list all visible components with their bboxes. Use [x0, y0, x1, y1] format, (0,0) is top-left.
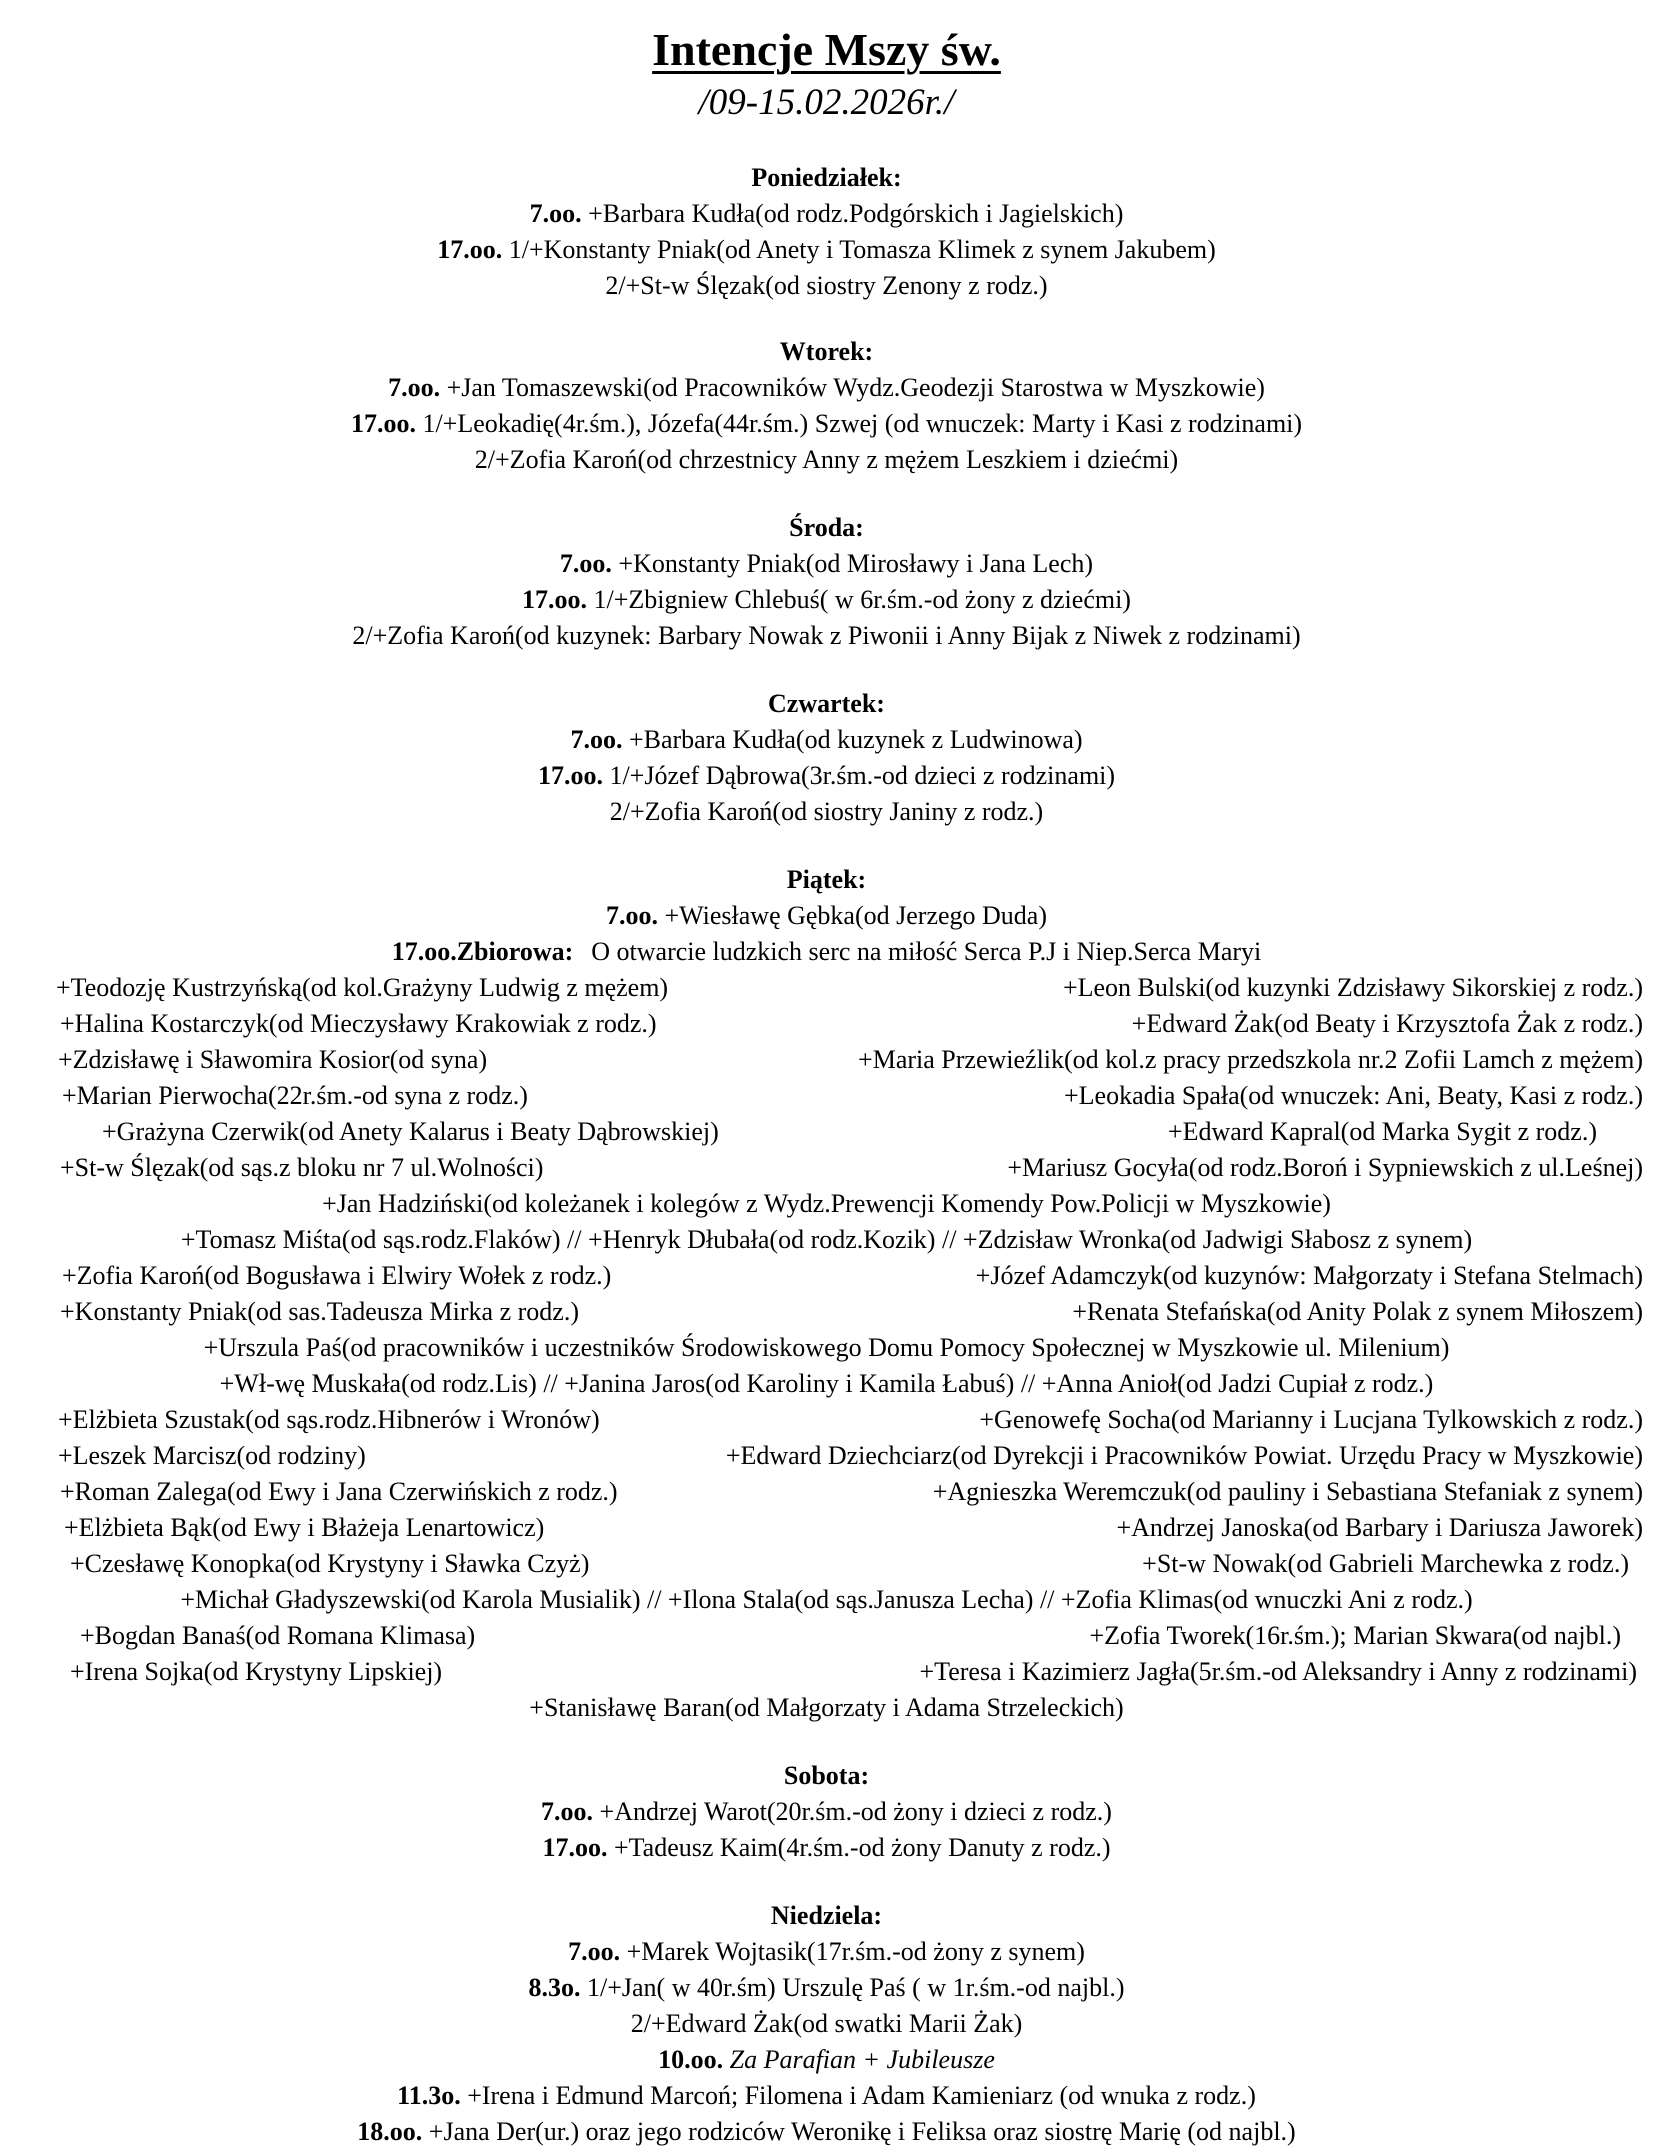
intention-text: +Tadeusz Kaim(4r.śm.-od żony Danuty z rodz.) [607, 1833, 1111, 1862]
intention-right: +Józef Adamczyk(od kuzynów: Małgorzaty i Stefana Stelmach) [975, 1261, 1643, 1290]
page-title [0, 22, 1653, 78]
intention-text: +Andrzej Warot(20r.śm.-od żony i dzieci z rodz.) [593, 1797, 1112, 1826]
intention-left: +Czesławę Konopka(od Krystyny i Sławka Czyż) [70, 1549, 590, 1578]
intention-left: +Elżbieta Bąk(od Ewy i Błażeja Lenartowicz) [64, 1513, 545, 1542]
intention-text: O otwarcie ludzkich serc na miłość Serca P.J i Niep.Serca Maryi [591, 937, 1262, 966]
intention-line [0, 232, 1653, 268]
mass-time: 8.3o. [528, 1973, 581, 2002]
intention-right: +Mariusz Gocyła(od rodz.Boroń i Sypniewskich z ul.Leśnej) [1007, 1153, 1643, 1182]
intention-line [0, 1970, 1653, 2006]
intention-right: +Andrzej Janoska(od Barbary i Dariusza Jaworek) [1116, 1513, 1643, 1542]
intention-line [0, 758, 1653, 794]
mass-time: 17.oo. [537, 761, 603, 790]
intention-line: 2/+Edward Żak(od swatki Marii Żak) [630, 2009, 1023, 2038]
intention-row [0, 1402, 1653, 1438]
mass-time: 7.oo. [559, 549, 612, 578]
intention-line: +Stanisławę Baran(od Małgorzaty i Adama Strzeleckich) [529, 1693, 1124, 1722]
mass-time: 17.oo. [522, 585, 588, 614]
intention-text: 1/+Zbigniew Chlebuś( w 6r.śm.-od żony z dziećmi) [587, 585, 1131, 614]
intention-row [0, 970, 1653, 1006]
intention-line [0, 1830, 1653, 1866]
intention-text: Za Parafian + Jubileusze [723, 2045, 995, 2074]
intention-line [0, 1794, 1653, 1830]
intention-left: +Zofia Karoń(od Bogusława i Elwiry Wołek z rodz.) [62, 1261, 612, 1290]
intention-text: +Barbara Kudła(od rodz.Podgórskich i Jagielskich) [581, 199, 1124, 228]
intention-left: +Elżbieta Szustak(od sąs.rodz.Hibnerów i Wronów) [58, 1405, 600, 1434]
intention-row [0, 1150, 1653, 1186]
mass-time: 7.oo. [529, 199, 582, 228]
intention-text: +Marek Wojtasik(17r.śm.-od żony z synem) [620, 1937, 1085, 1966]
intention-row [0, 1438, 1653, 1474]
intention-line: 2/+Zofia Karoń(od kuzynek: Barbary Nowak z Piwonii i Anny Bijak z Niwek z rodzinami) [352, 621, 1301, 650]
day-heading-thursday: Czwartek: [768, 689, 885, 718]
intention-right: +St-w Nowak(od Gabrieli Marchewka z rodz.) [1142, 1549, 1629, 1578]
intention-row [0, 1546, 1653, 1582]
mass-time: 7.oo. [388, 373, 441, 402]
intention-right: +Teresa i Kazimierz Jagła(5r.śm.-od Aleksandry i Anny z rodzinami) [919, 1657, 1637, 1686]
mass-time: 11.3o. [397, 2081, 461, 2110]
intention-line [0, 2114, 1653, 2150]
intention-right: +Leon Bulski(od kuzynki Zdzisławy Sikorskiej z rodz.) [1062, 973, 1643, 1002]
intention-left: +Roman Zalega(od Ewy i Jana Czerwińskich z rodz.) [60, 1477, 618, 1506]
intention-left: +Grażyna Czerwik(od Anety Kalarus i Beaty Dąbrowskiej) [102, 1117, 719, 1146]
intention-left: +Halina Kostarczyk(od Mieczysławy Krakowiak z rodz.) [60, 1009, 657, 1038]
intention-line [0, 370, 1653, 406]
mass-time: 7.oo. [568, 1937, 621, 1966]
intention-text: +Konstanty Pniak(od Mirosławy i Jana Lech) [611, 549, 1094, 578]
intention-text: +Barbara Kudła(od kuzynek z Ludwinowa) [622, 725, 1083, 754]
day-heading-sunday: Niedziela: [770, 1901, 883, 1930]
intention-text: +Irena i Edmund Marcoń; Filomena i Adam Kamieniarz (od wnuka z rodz.) [460, 2081, 1256, 2110]
intention-text: 1/+Konstanty Pniak(od Anety i Tomasza Klimek z synem Jakubem) [502, 235, 1216, 264]
intention-right: +Leokadia Spała(od wnuczek: Ani, Beaty, Kasi z rodz.) [1063, 1081, 1643, 1110]
intention-right: +Genowefę Socha(od Marianny i Lucjana Tylkowskich z rodz.) [979, 1405, 1643, 1434]
mass-time: 7.oo. [541, 1797, 594, 1826]
day-heading-monday: Poniedziałek: [751, 163, 902, 192]
intention-row [0, 1006, 1653, 1042]
date-range: /09-15.02.2026r./ [698, 82, 955, 123]
mass-time: 7.oo. [605, 901, 658, 930]
intention-left: +Marian Pierwocha(22r.śm.-od syna z rodz.) [62, 1081, 528, 1110]
mass-time: 17.oo. [542, 1833, 608, 1862]
intention-line: +Tomasz Miśta(od sąs.rodz.Flaków) // +Henryk Dłubała(od rodz.Kozik) // +Zdzisław Wronka(od Jadwigi Słabosz z synem) [180, 1225, 1473, 1254]
mass-time: 7.oo. [570, 725, 623, 754]
intention-line: +Urszula Paś(od pracowników i uczestników Środowiskowego Domu Pomocy Społecznej w Myszkowie ul. Milenium) [203, 1333, 1450, 1362]
intention-line: +Jan Hadziński(od koleżanek i kolegów z Wydz.Prewencji Komendy Pow.Policji w Myszkowie) [322, 1189, 1331, 1218]
intention-left: +Konstanty Pniak(od sas.Tadeusza Mirka z rodz.) [60, 1297, 579, 1326]
intention-line: +Michał Gładyszewski(od Karola Musialik) // +Ilona Stala(od sąs.Janusza Lecha) // +Zofia Klimas(od wnuczki Ani z rodz.) [180, 1585, 1473, 1614]
intention-line [0, 546, 1653, 582]
intention-row [0, 1474, 1653, 1510]
intention-text: 1/+Jan( w 40r.śm) Urszulę Paś ( w 1r.śm.-od najbl.) [580, 1973, 1125, 2002]
intention-row [0, 1654, 1653, 1690]
intention-right: +Edward Żak(od Beaty i Krzysztofa Żak z rodz.) [1131, 1009, 1643, 1038]
intention-left: +Bogdan Banaś(od Romana Klimasa) [80, 1621, 476, 1650]
intention-row [0, 1078, 1653, 1114]
intention-line: 2/+St-w Ślęzak(od siostry Zenony z rodz.) [605, 271, 1048, 300]
intention-right: +Renata Stefańska(od Anity Polak z synem Miłoszem) [1072, 1297, 1643, 1326]
intention-line [0, 934, 1653, 970]
intention-row [0, 1042, 1653, 1078]
intention-line [0, 2078, 1653, 2114]
intention-text: +Wiesławę Gębka(od Jerzego Duda) [657, 901, 1047, 930]
intention-left: +Leszek Marcisz(od rodziny) [58, 1441, 366, 1470]
mass-time: 10.oo. [658, 2045, 724, 2074]
day-heading-saturday: Sobota: [783, 1761, 870, 1790]
intention-line [0, 1934, 1653, 1970]
day-heading-tuesday: Wtorek: [779, 337, 874, 366]
intention-line: +Wł-wę Muskała(od rodz.Lis) // +Janina Jaros(od Karoliny i Kamila Łabuś) // +Anna Anioł(od Jadzi Cupiał z rodz.) [219, 1369, 1434, 1398]
intention-text: 1/+Józef Dąbrowa(3r.śm.-od dzieci z rodzinami) [602, 761, 1116, 790]
intention-right: +Maria Przewieźlik(od kol.z pracy przedszkola nr.2 Zofii Lamch z mężem) [858, 1045, 1643, 1074]
intention-right: +Zofia Tworek(16r.śm.); Marian Skwara(od najbl.) [1089, 1621, 1621, 1650]
intention-line: 2/+Zofia Karoń(od chrzestnicy Anny z mężem Leszkiem i dziećmi) [474, 445, 1179, 474]
day-heading-wednesday: Środa: [789, 513, 864, 542]
day-heading-friday: Piątek: [786, 865, 867, 894]
intention-left: +Teodozję Kustrzyńską(od kol.Grażyny Ludwig z mężem) [56, 973, 669, 1002]
intention-left: +Zdzisławę i Sławomira Kosior(od syna) [58, 1045, 488, 1074]
intention-line [0, 722, 1653, 758]
intention-row [0, 1114, 1653, 1150]
mass-time: 17.oo. [437, 235, 503, 264]
intention-text: 1/+Leokadię(4r.śm.), Józefa(44r.śm.) Szwej (od wnuczek: Marty i Kasi z rodzinami) [415, 409, 1303, 438]
intention-left: +Irena Sojka(od Krystyny Lipskiej) [70, 1657, 443, 1686]
intention-line [0, 898, 1653, 934]
intention-right: +Edward Dziechciarz(od Dyrekcji i Pracowników Powiat. Urzędu Pracy w Myszkowie) [725, 1441, 1643, 1470]
intention-row [0, 1294, 1653, 1330]
intention-line [0, 196, 1653, 232]
intention-line [0, 2042, 1653, 2078]
intention-row [0, 1258, 1653, 1294]
intention-line [0, 582, 1653, 618]
intention-text: +Jana Der(ur.) oraz jego rodziców Weronikę i Feliksa oraz siostrę Marię (od najbl.) [422, 2117, 1296, 2146]
intention-text: +Jan Tomaszewski(od Pracowników Wydz.Geodezji Starostwa w Myszkowie) [440, 373, 1265, 402]
title-text: Intencje Mszy św. [652, 24, 1001, 75]
intention-right: +Edward Kapral(od Marka Sygit z rodz.) [1167, 1117, 1597, 1146]
intention-right: +Agnieszka Weremczuk(od pauliny i Sebastiana Stefaniak z synem) [932, 1477, 1643, 1506]
intention-line: 2/+Zofia Karoń(od siostry Janiny z rodz.) [609, 797, 1044, 826]
intention-row [0, 1510, 1653, 1546]
intention-row [0, 1618, 1653, 1654]
intention-left: +St-w Ślęzak(od sąs.z bloku nr 7 ul.Wolności) [60, 1153, 544, 1182]
mass-time: 17.oo.Zbiorowa: [391, 937, 574, 966]
intention-line [0, 406, 1653, 442]
mass-time: 18.oo. [357, 2117, 423, 2146]
mass-time: 17.oo. [350, 409, 416, 438]
